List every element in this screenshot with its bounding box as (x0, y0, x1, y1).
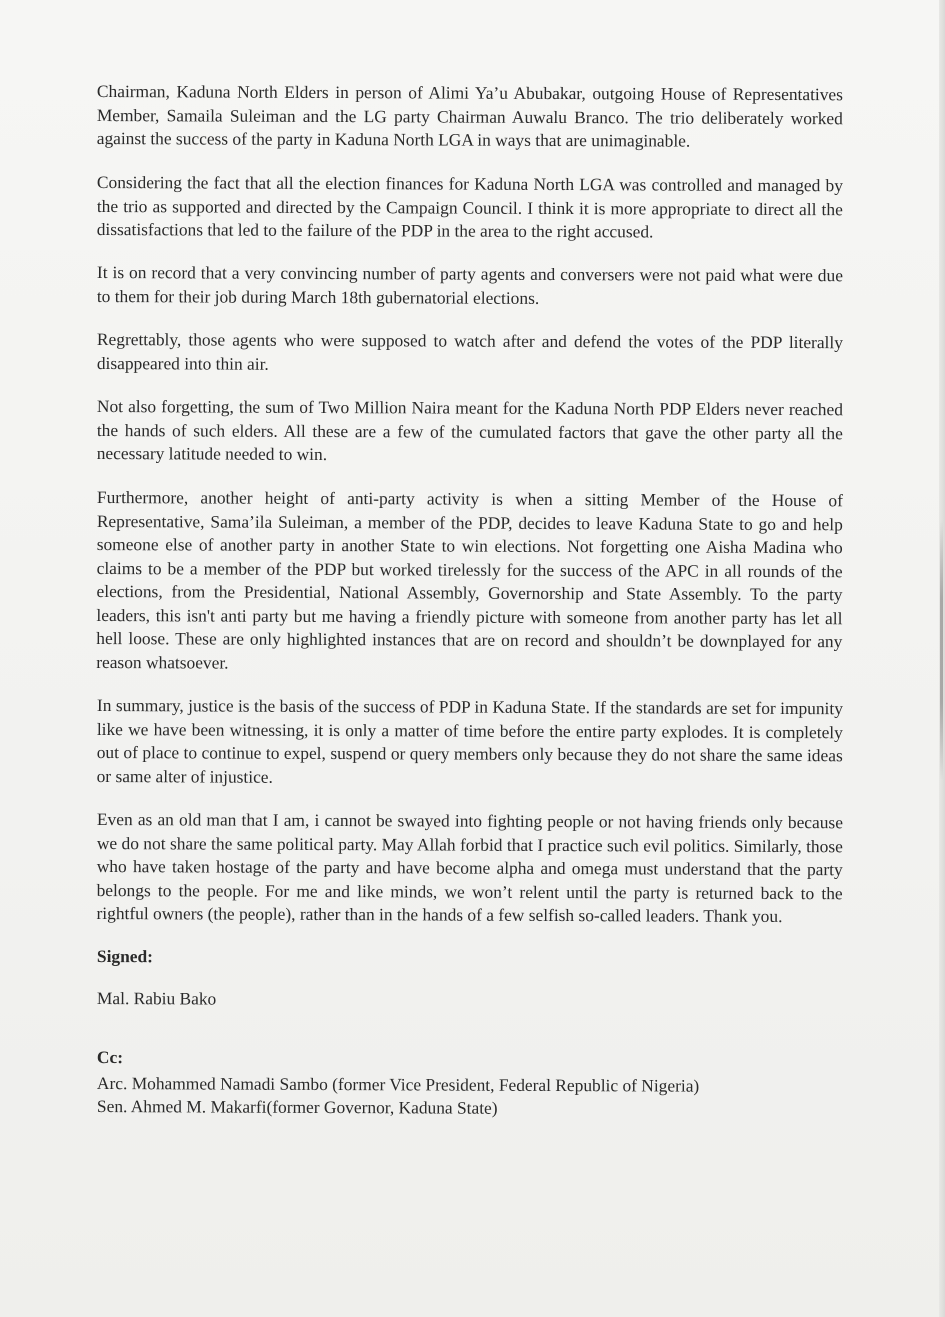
page-edge-shadow (940, 520, 943, 780)
paragraph-1: Chairman, Kaduna North Elders in person of Alimi Ya’u Abubakar, outgoing House of Representatives Member, Samaila Suleiman and the LG party Chairman Auwalu Branco. The trio deliberately worked against the success of the party in Kaduna North LGA in ways that are unimaginable. (96, 80, 843, 151)
letter-body (97, 80, 843, 1119)
paragraph-4: Regrettably, those agents who were supposed to watch after and defend the votes of the PDP literally disappeared into thin air. (96, 329, 843, 374)
cc-recipient: Arc. Mohammed Namadi Sambo (former Vice President, Federal Republic of Nigeria) (96, 1072, 700, 1096)
signatory-name: Mal. Rabiu Bako (96, 987, 217, 1009)
paragraph-8: Even as an old man that I am, i cannot be swayed into fighting people or not having friends only because we do not share the same political party. May Allah forbid that I practice such evil politics. Similarly, those who have taken hostage of the party and have become alpha and omega must understand that the party belongs to the people. For me and like minds, we won’t relent until the party is returned back to the rightful owners (the people), rather than in the hands of a few selfish so-called leaders. Thank you. (96, 808, 843, 926)
paragraph-6: Furthermore, another height of anti-party activity is when a sitting Member of the House of Representative, Sama’ila Suleiman, a member of the PDP, decides to leave Kaduna State to go and help someone else of another party in another State to win elections. Not forgetting one Aisha Madina who claims to be a member of the PDP but worked tirelessly for the success of the APC in all rounds of the elections, from the Presidential, National Assembly, Governorship and State Assembly. To the party leaders, this isn't anti party but me having a friendly picture with someone from another party has let all hell loose. These are only highlighted instances that are on record and shouldn’t be downplayed for any reason whatsoever. (96, 486, 843, 672)
signed-label: Signed: (96, 946, 154, 967)
paragraph-5: Not also forgetting, the sum of Two Million Naira meant for the Kaduna North PDP Elders never reached the hands of such elders. All these are a few of the cumulated factors that gave the other party all the necessary latitude needed to win. (96, 396, 843, 465)
paragraph-3: It is on record that a very convincing number of party agents and conversers were not paid what were due to them for their job during March 18th gubernatorial elections. (96, 262, 843, 308)
cc-label: Cc: (96, 1047, 124, 1068)
paragraph-2: Considering the fact that all the election finances for Kaduna North LGA was controlled and managed by the trio as supported and directed by the Campaign Council. I think it is more appropriate to direct all the dissatisfactions that led to the failure of the PDP in the area to the right accused. (96, 171, 843, 241)
paragraph-7: In summary, justice is the basis of the success of PDP in Kaduna State. If the standards are set for impunity like we have been witnessing, it is only a matter of time before the entire party explodes. It is completely out of place to continue to expel, suspend or query members only because they do not share the same ideas or same alter of injustice. (96, 694, 843, 786)
cc-recipient: Sen. Ahmed M. Makarfi(former Governor, Kaduna State) (96, 1096, 498, 1118)
